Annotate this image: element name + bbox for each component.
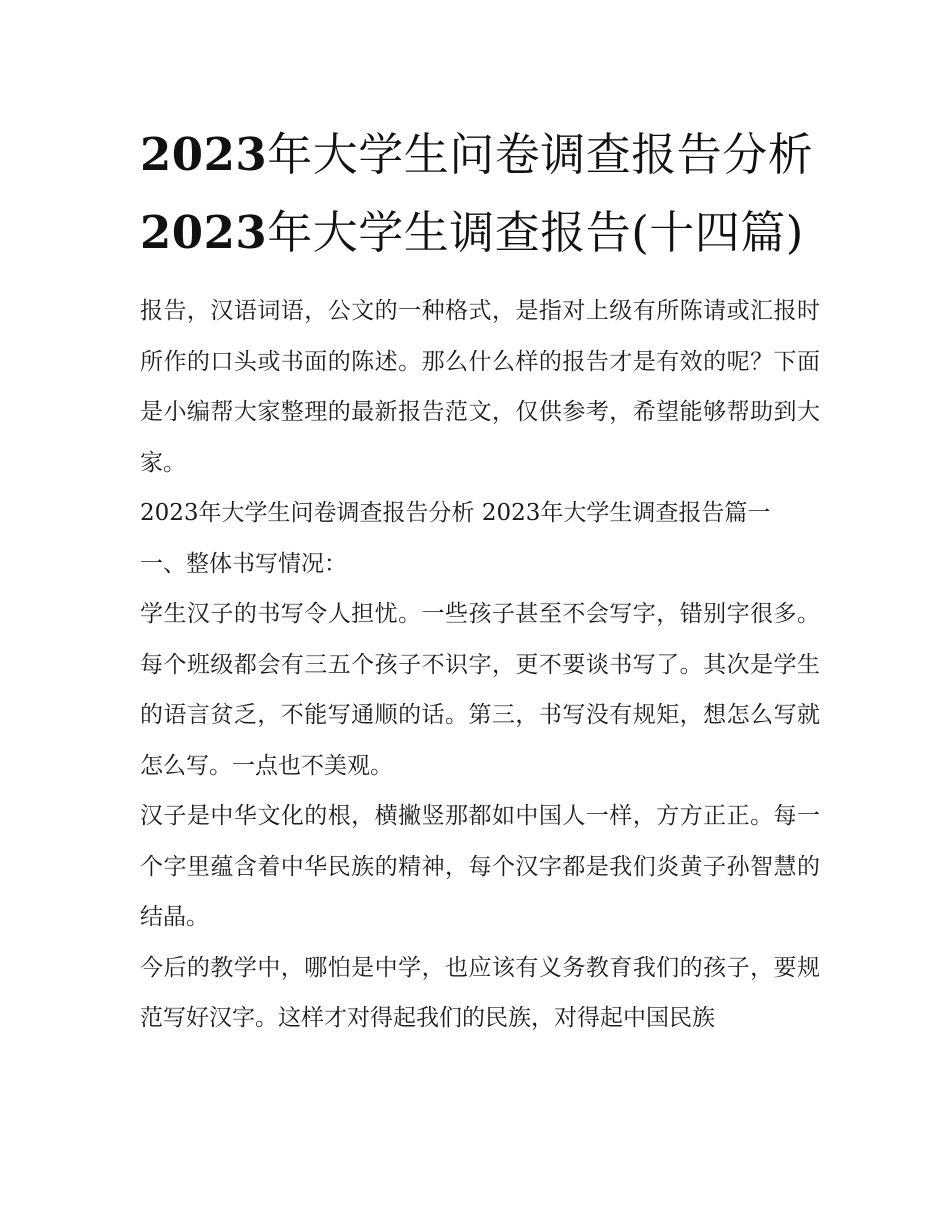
document-body bbox=[140, 116, 820, 1044]
body-paragraph-1: 学生汉子的书写令人担忧。一些孩子甚至不会写字，错别字很多。每个班级都会有三五个孩子不识字，更不要谈书写了。其次是学生的语言贫乏，不能写通顺的话。第三，书写没有规矩，想怎么写就怎么写。一点也不美观。 bbox=[140, 601, 820, 779]
title-text-1: 年大学生问卷调查报告分析 bbox=[267, 128, 814, 181]
title-text-2: 年大学生调查报告(十四篇) bbox=[267, 206, 804, 259]
body-paragraph-2: 汉子是中华文化的根，横撇竖那都如中国人一样，方方正正。每一个字里蕴含着中华民族的精神，每个汉字都是我们炎黄子孙智慧的结晶。 bbox=[140, 803, 820, 930]
subsection-heading: 一、整体书写情况： bbox=[140, 550, 347, 577]
body-paragraph-3: 今后的教学中，哪怕是中学，也应该有义务教育我们的孩子，要规范写好汉字。这样才对得起我们的民族，对得起中国民族 bbox=[140, 954, 820, 1031]
section-heading: 2023年大学生问卷调查报告分析 2023年大学生调查报告篇一 bbox=[140, 500, 771, 526]
title-year-2: 2023 bbox=[140, 206, 268, 259]
intro-paragraph: 报告，汉语词语，公文的一种格式，是指对上级有所陈请或汇报时所作的口头或书面的陈述。那么什么样的报告才是有效的呢？下面是小编帮大家整理的最新报告范文，仅供参考，希望能够帮助到大家。 bbox=[140, 298, 820, 476]
title-year-1: 2023 bbox=[140, 128, 268, 181]
document-title bbox=[140, 116, 820, 272]
